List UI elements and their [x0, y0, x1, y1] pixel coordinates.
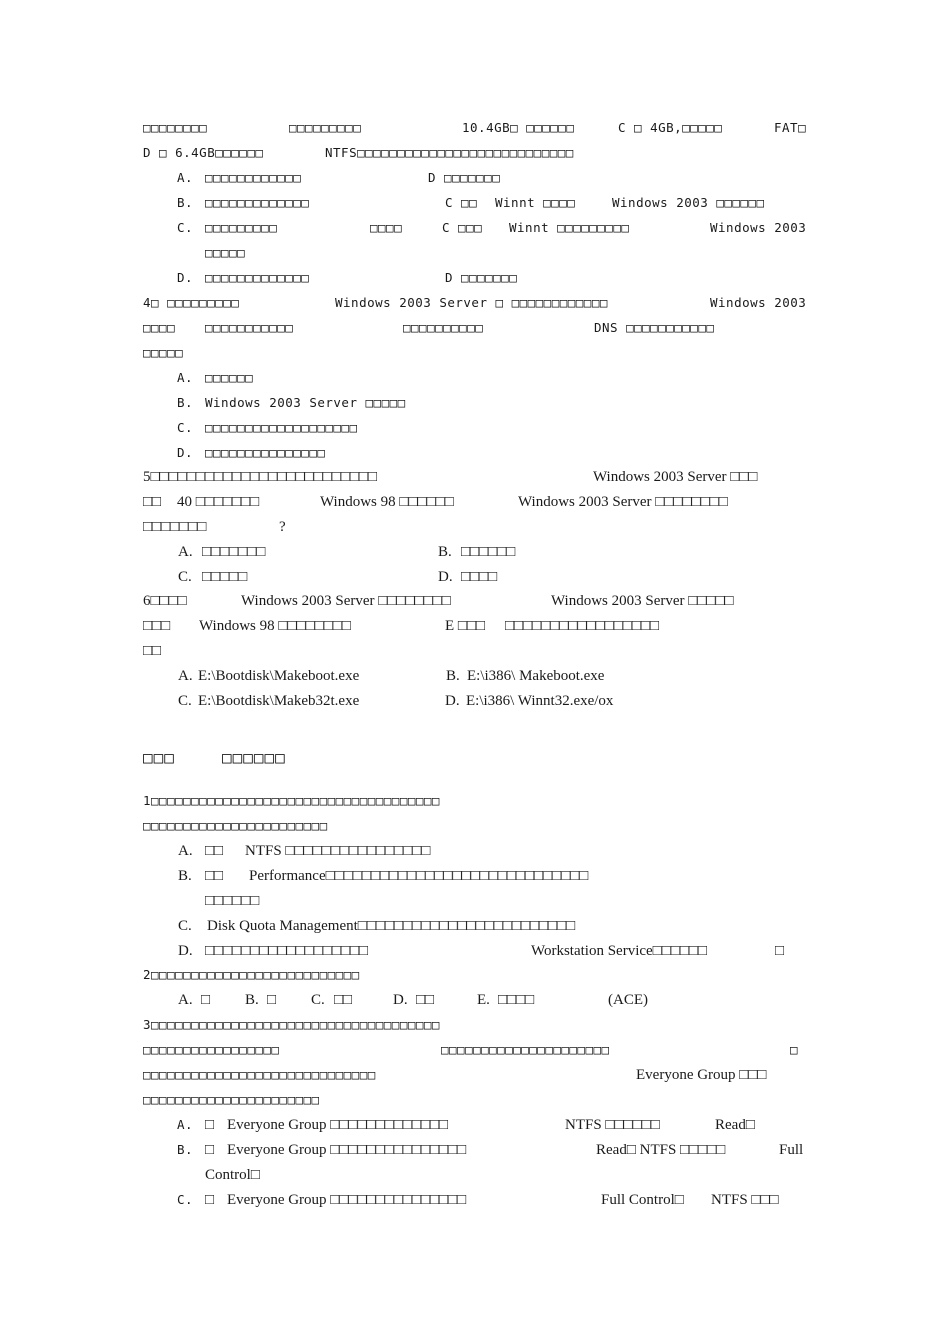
q5-line2-a: □□: [143, 494, 162, 510]
q5-option-a-letter: A.: [178, 544, 193, 560]
s3-option-a-text2: Everyone Group □□□□□□□□□□□□□: [227, 1117, 449, 1133]
s2-line1: 2□□□□□□□□□□□□□□□□□□□□□□□□□□: [143, 967, 360, 982]
s3-line3-a: □□□□□□□□□□□□□□□□□□□□□□□□□□□□□: [143, 1067, 376, 1082]
q4-line1-b: Windows 2003 Server □ □□□□□□□□□□□□: [335, 295, 608, 310]
q4-line2-c: □□□□□□□□□□: [403, 320, 484, 335]
q3-option-a-text: □□□□□□□□□□□□: [205, 170, 302, 185]
q3-option-c-text3: C □□□: [442, 220, 483, 235]
q5-line3-b: ?: [279, 519, 286, 535]
q6-option-d-letter: D.: [445, 693, 460, 709]
q4-option-d-letter: D.: [177, 445, 194, 460]
q3-line1-d: C □ 4GB,□□□□□: [618, 120, 723, 135]
s1-option-d-text3: □: [775, 943, 785, 959]
q3-line1-c: 10.4GB□ □□□□□□: [462, 120, 575, 135]
q3-option-c-cont: □□□□□: [205, 245, 246, 260]
q5-line3-a: □□□□□□□: [143, 519, 207, 535]
q3-line2-b: NTFS□□□□□□□□□□□□□□□□□□□□□□□□□□□: [325, 145, 574, 160]
q6-line1-a: 6□□□□: [143, 593, 187, 609]
q4-line3: □□□□□: [143, 345, 184, 360]
s1-option-b-letter: B.: [178, 868, 192, 884]
q5-option-b-letter: B.: [438, 544, 452, 560]
q4-option-c-text: □□□□□□□□□□□□□□□□□□□: [205, 420, 358, 435]
s3-option-c-letter: C.: [177, 1192, 194, 1207]
q3-option-b-text: □□□□□□□□□□□□□: [205, 195, 310, 210]
s1-option-a-text: □□: [205, 843, 224, 859]
q3-option-b-text3: Winnt □□□□: [495, 195, 576, 210]
q3-option-d-letter: D.: [177, 270, 194, 285]
s1-line2: □□□□□□□□□□□□□□□□□□□□□□□: [143, 818, 328, 833]
q3-option-d-text: □□□□□□□□□□□□□: [205, 270, 310, 285]
q5-line1-a: 5□□□□□□□□□□□□□□□□□□□□□□□□□: [143, 469, 378, 485]
q6-option-c-text: E:\Bootdisk\Makeb32t.exe: [198, 693, 360, 709]
q5-option-c-text: □□□□□: [202, 569, 248, 585]
s1-option-d-text2: Workstation Service□□□□□□: [531, 943, 708, 959]
s3-option-a-text4: Read□: [715, 1117, 755, 1133]
q6-option-b-letter: B.: [446, 668, 460, 684]
s3-line1: 3□□□□□□□□□□□□□□□□□□□□□□□□□□□□□□□□□□□□: [143, 1017, 440, 1032]
q5-line2-d: Windows 2003 Server □□□□□□□□: [518, 494, 728, 510]
section-number: □□□: [143, 748, 175, 767]
s1-option-a-text2: NTFS □□□□□□□□□□□□□□□□: [245, 843, 431, 859]
q6-line2-d: □□□□□□□□□□□□□□□□□: [505, 618, 660, 634]
q6-line1-c: Windows 2003 Server □□□□□: [551, 593, 734, 609]
q6-option-a-letter: A.: [178, 668, 193, 684]
s2-option-c-letter: C.: [311, 992, 325, 1008]
q3-option-d-text2: D □□□□□□□: [445, 270, 518, 285]
s3-line2-a: □□□□□□□□□□□□□□□□□: [143, 1042, 280, 1057]
s3-option-b-text2: Everyone Group □□□□□□□□□□□□□□□: [227, 1142, 467, 1158]
q3-option-a-letter: A.: [177, 170, 194, 185]
s2-option-d-text: □□: [416, 992, 435, 1008]
s1-option-a-letter: A.: [178, 843, 193, 859]
q4-line2-b: □□□□□□□□□□□: [205, 320, 294, 335]
q3-line1-b: □□□□□□□□□: [289, 120, 362, 135]
q5-line1-b: Windows 2003 Server □□□: [593, 469, 758, 485]
q5-option-c-letter: C.: [178, 569, 192, 585]
q3-option-c-text: □□□□□□□□□: [205, 220, 278, 235]
s3-line4: □□□□□□□□□□□□□□□□□□□□□□: [143, 1092, 320, 1107]
q3-option-a-text2: D □□□□□□□: [428, 170, 501, 185]
q5-option-b-text: □□□□□□: [461, 544, 516, 560]
q6-line3: □□: [143, 643, 162, 659]
q6-line2-b: Windows 98 □□□□□□□□: [199, 618, 351, 634]
s3-option-a-letter: A.: [177, 1117, 194, 1132]
s2-option-e-text: □□□□: [498, 992, 535, 1008]
q5-option-a-text: □□□□□□□: [202, 544, 266, 560]
q4-line2-a: □□□□: [143, 320, 176, 335]
s2-option-a-letter: A.: [178, 992, 193, 1008]
q4-option-d-text: □□□□□□□□□□□□□□□: [205, 445, 326, 460]
q5-line2-c: Windows 98 □□□□□□: [320, 494, 454, 510]
s1-option-d-text: □□□□□□□□□□□□□□□□□□: [205, 943, 369, 959]
q3-line1-e: FAT□: [774, 120, 807, 135]
s3-option-b-cont: Control□: [205, 1167, 260, 1183]
s3-option-b-letter: B.: [177, 1142, 194, 1157]
q4-option-b-letter: B.: [177, 395, 194, 410]
s2-option-c-text: □□: [334, 992, 353, 1008]
s3-option-c-text3: Full Control□: [601, 1192, 684, 1208]
q4-line2-d: DNS □□□□□□□□□□□: [594, 320, 715, 335]
s3-option-c-text4: NTFS □□□: [711, 1192, 779, 1208]
q4-option-c-letter: C.: [177, 420, 194, 435]
s3-line2-b: □□□□□□□□□□□□□□□□□□□□□: [441, 1042, 610, 1057]
s3-option-b-text3: Read□ NTFS □□□□□: [596, 1142, 726, 1158]
q6-line2-a: □□□: [143, 618, 171, 634]
s1-option-b-text: □□: [205, 868, 224, 884]
q4-line1-c: Windows 2003: [710, 295, 807, 310]
s3-option-a-text: □: [205, 1117, 215, 1133]
s3-line3-b: Everyone Group □□□: [636, 1067, 767, 1083]
s1-line1: 1□□□□□□□□□□□□□□□□□□□□□□□□□□□□□□□□□□□□: [143, 793, 440, 808]
q6-option-b-text: E:\i386\ Makeboot.exe: [467, 668, 605, 684]
q3-option-b-text4: Windows 2003 □□□□□□: [612, 195, 765, 210]
q3-option-c-text5: Windows 2003: [710, 220, 807, 235]
q3-option-c-text2: □□□□: [370, 220, 403, 235]
q6-option-c-letter: C.: [178, 693, 192, 709]
q6-option-a-text: E:\Bootdisk\Makeboot.exe: [198, 668, 360, 684]
s3-option-b-text4: Full: [779, 1142, 804, 1158]
q3-option-c-letter: C.: [177, 220, 194, 235]
q4-line1-a: 4□ □□□□□□□□□: [143, 295, 240, 310]
q3-line1-a: □□□□□□□□: [143, 120, 208, 135]
s1-option-b-cont: □□□□□□: [205, 893, 260, 909]
q3-line2-a: D □ 6.4GB□□□□□□: [143, 145, 264, 160]
s3-option-c-text2: Everyone Group □□□□□□□□□□□□□□□: [227, 1192, 467, 1208]
q4-option-a-text: □□□□□□: [205, 370, 254, 385]
q6-line2-c: E □□□: [445, 618, 486, 634]
q3-option-b-letter: B.: [177, 195, 194, 210]
s2-option-b-text: □: [267, 992, 277, 1008]
section-title: □□□□□□: [222, 748, 286, 767]
q4-option-a-letter: A.: [177, 370, 194, 385]
s2-option-e-letter: E.: [477, 992, 490, 1008]
q6-line1-b: Windows 2003 Server □□□□□□□□: [241, 593, 451, 609]
s3-option-b-text: □: [205, 1142, 215, 1158]
s1-option-c-letter: C.: [178, 918, 192, 934]
s3-option-c-text: □: [205, 1192, 215, 1208]
q5-option-d-letter: D.: [438, 569, 453, 585]
s2-option-b-letter: B.: [245, 992, 259, 1008]
q3-option-b-text2: C □□: [445, 195, 478, 210]
s1-option-b-text2: Performance□□□□□□□□□□□□□□□□□□□□□□□□□□□□□: [249, 868, 589, 884]
q6-option-d-text: E:\i386\ Winnt32.exe/ox: [466, 693, 614, 709]
q4-option-b-text: Windows 2003 Server □□□□□: [205, 395, 406, 410]
s3-option-a-text3: NTFS □□□□□□: [565, 1117, 660, 1133]
s2-ace-label: (ACE): [608, 992, 648, 1008]
s1-option-d-letter: D.: [178, 943, 193, 959]
q3-option-c-text4: Winnt □□□□□□□□□: [509, 220, 630, 235]
s3-line2-c: □: [790, 1042, 799, 1057]
s2-option-a-text: □: [201, 992, 211, 1008]
s1-option-c-text: Disk Quota Management□□□□□□□□□□□□□□□□□□□□□□□□: [207, 918, 576, 934]
s2-option-d-letter: D.: [393, 992, 408, 1008]
q5-option-d-text: □□□□: [461, 569, 498, 585]
q5-line2-b: 40 □□□□□□□: [177, 494, 260, 510]
